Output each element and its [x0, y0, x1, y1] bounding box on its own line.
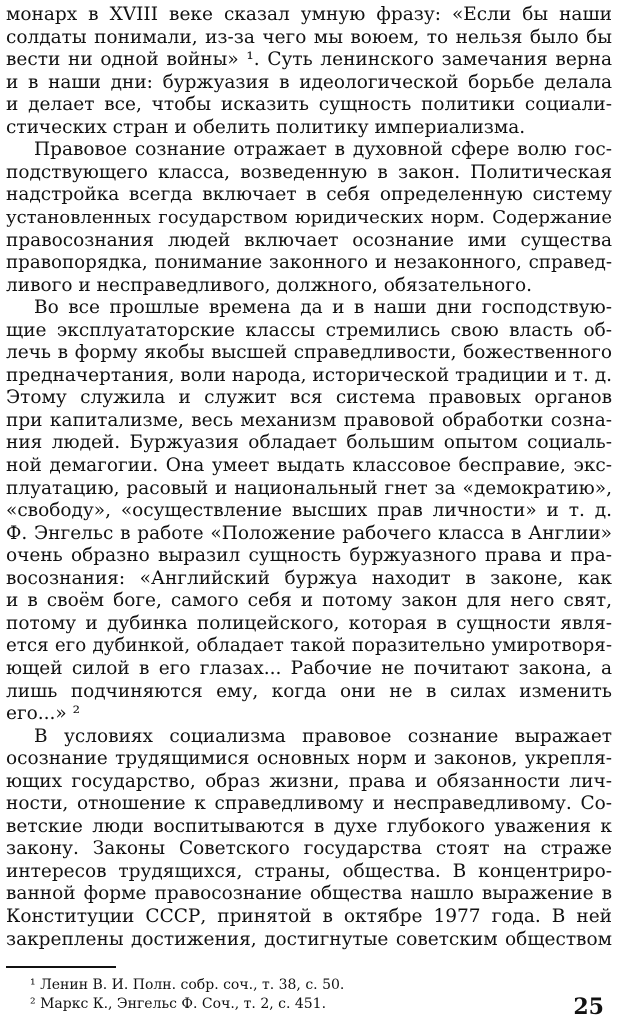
text-line: интересов трудящихся, страны, общества. В концентриро- — [6, 860, 612, 882]
text-line: плуатацию, расовый и национальный гнет за «демократию», — [6, 477, 612, 499]
text-line: при капитализме, весь механизм правовой обработки созна- — [6, 409, 612, 431]
text-line: ветские люди воспитываются в духе глубокого уважения к — [6, 815, 612, 837]
footnote-1: ¹ Ленин В. И. Полн. собр. соч., т. 38, с. 50. — [30, 977, 345, 993]
text-line: и в своём боге, самого себя и потому закон для него свят, — [6, 590, 612, 612]
text-line: и делает все, чтобы исказить сущность политики социали- — [6, 94, 612, 116]
text-line: лишь подчиняются ему, когда они не в силах изменить — [6, 680, 612, 702]
text-line: правопорядка, понимание законного и незаконного, справед- — [6, 252, 612, 274]
text-line: ной демагогии. Она умеет выдать классовое бесправие, экс- — [6, 455, 612, 476]
text-line: вести ни одной войны» ¹. Суть ленинского замечания верна — [6, 49, 612, 71]
page-number: 25 — [573, 994, 604, 1020]
text-line: Ф. Энгельс в работе «Положение рабочего класса в Англии» — [6, 522, 612, 544]
text-line: ливого и несправедливого, должного, обязательного. — [6, 274, 532, 296]
footnote-divider — [6, 966, 116, 968]
text-line: ванной форме правосознание общества нашло выражение в — [6, 883, 612, 905]
text-line: Правовое сознание отражает в духовной сфере волю гос- — [34, 139, 612, 161]
text-line: правосознания людей включает осознание ими существа — [6, 229, 612, 251]
text-line: Во все прошлые времена да и в наши дни господствую- — [34, 297, 612, 319]
text-line: монарх в XVIII веке сказал умную фразу: «Если бы наши — [6, 4, 612, 25]
text-line: закреплены достижения, достигнутые советским обществом — [6, 928, 612, 950]
text-line: Конституции СССР, принятой в октябре 1977 года. В ней — [6, 906, 612, 927]
text-line: ющих государство, образ жизни, права и обязанности лич- — [6, 770, 612, 792]
text-line: потому и дубинка полицейского, которая в сущности явля- — [6, 612, 612, 634]
text-line: Этому служила и служит вся система правовых органов — [6, 387, 612, 409]
text-line: закону. Законы Советского государства стоят на страже — [6, 838, 612, 860]
text-line: осознание трудящимися основных норм и законов, укрепля- — [6, 748, 612, 770]
text-line: солдаты понимали, из-за чего мы воюем, то нельзя было бы — [6, 26, 612, 48]
text-line: В условиях социализма правовое сознание выражает — [34, 725, 612, 747]
text-line: ния людей. Буржуазия обладает большим опытом социаль- — [6, 432, 612, 454]
text-line: предначертания, воли народа, исторической традиции и т. д. — [6, 364, 612, 386]
text-line: и в наши дни: буржуазия в идеологической борьбе делала — [6, 71, 612, 93]
text-line: ется его дубинкой, обладает такой поразительно умиротворя- — [6, 635, 612, 657]
text-line: лечь в форму якобы высшей справедливости, божественного — [6, 342, 612, 364]
text-line: очень образно выразил сущность буржуазного права и пра- — [6, 545, 612, 567]
text-line: стических стран и обелить политику империализма. — [6, 116, 526, 138]
text-line: установленных государством юридических норм. Содержание — [6, 206, 612, 228]
text-line: «свободу», «осуществление высших прав личности» и т. д. — [6, 500, 612, 522]
text-line: ности, отношение к справедливому и несправедливому. Со- — [6, 793, 612, 815]
text-line: восознания: «Английский буржуа находит в законе, как — [6, 567, 612, 589]
text-line: щие эксплуататорские классы стремились свою власть об- — [6, 319, 612, 341]
text-line: подствующего класса, возведенную в закон. Политическая — [6, 161, 612, 183]
footnote-2: ² Маркс К., Энгельс Ф. Соч., т. 2, с. 451. — [30, 996, 327, 1012]
text-line: его...» ² — [6, 703, 81, 725]
text-line: надстройка всегда включает в себя определенную систему — [6, 184, 612, 206]
text-line: ющей силой в его глазах... Рабочие не почитают закона, а — [6, 657, 612, 679]
